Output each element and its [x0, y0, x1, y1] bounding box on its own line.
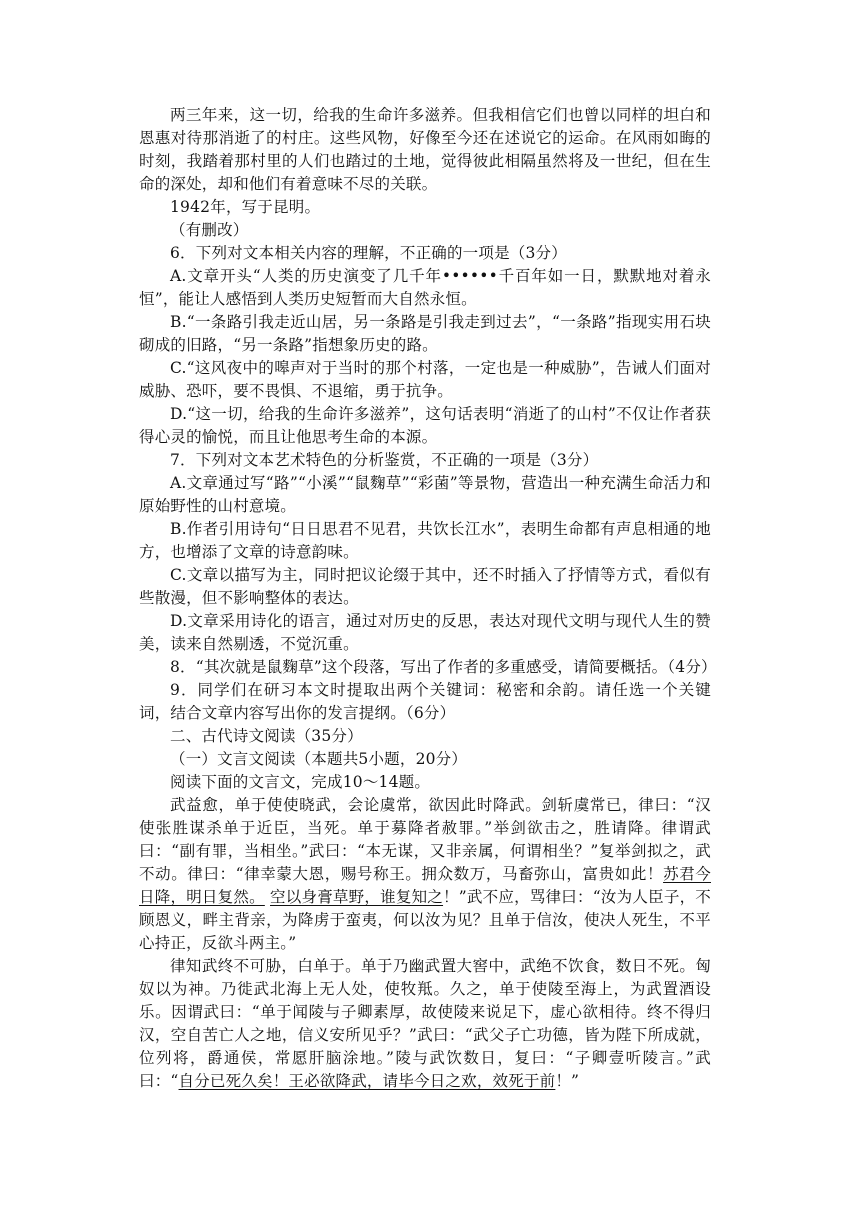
question-7-option-c: C.文章以描写为主，同时把议论缀于其中，还不时插入了抒情等方式，看似有些散漫，但不影响整体的表达。: [139, 566, 711, 607]
underlined-sentence: 苏君今日降，明日复然。: [139, 865, 711, 906]
question-7-option-a: A.文章通过写“路”“小溪”“鼠麴草”“彩菌”等景物，营造出一种充满生命活力和原始野性的山村意境。: [139, 474, 711, 515]
passage-text: ！”: [555, 1072, 580, 1090]
question-7-option-d: D.文章采用诗化的语言，通过对历史的反思，表达对现代文明与现代人生的赞美，读来自然剔透，不觉沉重。: [139, 612, 711, 653]
paragraph-abridged-note: （有删改）: [170, 221, 249, 239]
underlined-sentence: 自分已死久矣！王必欲降武，请毕今日之欢，效死于前: [178, 1072, 556, 1090]
reading-instruction: 阅读下面的文言文，完成10～14题。: [170, 773, 431, 791]
passage-text: 武益愈，单于使使晓武，会论虞常，欲因此时降武。剑斩虞常已，律曰：“汉使张胜谋杀单于近臣，当死。单于募降者赦罪。”举剑欲击之，胜请降。律谓武曰：“副有罪，当相坐。”武曰：“本无谋，又非亲属，何谓相坐？”复举剑拟之，武不动。律曰：“律幸蒙大恩，赐号称王。拥众数万，马畜弥山，富贵如此！: [139, 796, 711, 883]
question-6-option-b: B.“一条路引我走近山居，另一条路是引我走到过去”，“一条路”指现实用石块砌成的旧路，“另一条路”指想象历史的路。: [139, 313, 711, 354]
paragraph-essay-ending: 两三年来，这一切，给我的生命许多滋养。但我相信它们也曾以同样的坦白和恩惠对待那消逝了的村庄。这些风物，好像至今还在述说它的运命。在风雨如晦的时刻，我踏着那村里的人们也踏过的土地，觉得彼此相隔虽然将及一世纪，但在生命的深处，却和他们有着意味不尽的关联。: [139, 106, 711, 193]
section-heading-classical: 二、古代诗文阅读（35分）: [170, 727, 363, 745]
question-6-option-d: D.“这一切，给我的生命许多滋养”，这句话表明“消逝了的山村”不仅让作者获得心灵的愉悦，而且让他思考生命的本源。: [139, 405, 711, 446]
passage-text: 律知武终不可胁，白单于。单于乃幽武置大窖中，武绝不饮食，数日不死。匈奴以为神。乃徙武北海上无人处，使牧羝。久之，单于使陵至海上，为武置酒设乐。因谓武曰：“单于闻陵与子卿素厚，故使陵来说足下，虚心欲相待。终不得归汉，空自苦亡人之地，信义安所见乎？”武曰：“武父子亡功德，皆为陛下所成就，位列将，爵通侯，常愿肝脑涂地。”陵与武饮数日，复曰：“子卿壹听陵言。”武曰：“: [139, 957, 711, 1090]
question-9: 9．同学们在研习本文时提取出两个关键词：秘密和余韵。请任选一个关键词，结合文章内容写出你的发言提纲。（6分）: [139, 681, 711, 722]
classical-passage-paragraph-2: [139, 955, 711, 1093]
underlined-sentence: 空以身膏草野，谁复知之: [270, 888, 444, 906]
paragraph-date-place: 1942年，写于昆明。: [170, 198, 321, 216]
question-7: 7．下列对文本艺术特色的分析鉴赏，不正确的一项是（3分）: [170, 451, 599, 469]
question-6-option-a: A.文章开头“人类的历史演变了几千年••••••千百年如一日，默默地对着永恒”，能让人感悟到人类历史短暂而大自然永恒。: [139, 267, 711, 308]
question-6-option-c: C.“这风夜中的嗥声对于当时的那个村落，一定也是一种威胁”，告诫人们面对威胁、恐吓，要不畏惧、不退缩，勇于抗争。: [139, 359, 711, 400]
question-6: 6．下列对文本相关内容的理解，不正确的一项是（3分）: [170, 244, 567, 262]
question-7-option-b: B.作者引用诗句“日日思君不见君，共饮长江水”，表明生命都有声息相通的地方，也增添了文章的诗意韵味。: [139, 520, 711, 561]
classical-passage-paragraph-1: [139, 794, 711, 955]
document-body: [139, 104, 717, 1093]
question-8: 8．“其次就是鼠麴草”这个段落，写出了作者的多重感受，请简要概括。（4分）: [170, 658, 717, 676]
passage-text: ！”武不应，骂律曰：“汝为人臣子，不顾恩义，畔主背亲，为降虏于蛮夷，何以汝为见？且单于信汝，使决人死生，不平心持正，反欲斗两主。”: [139, 888, 711, 952]
subsection-heading-classical-prose: （一）文言文阅读（本题共5小题，20分）: [170, 750, 468, 768]
